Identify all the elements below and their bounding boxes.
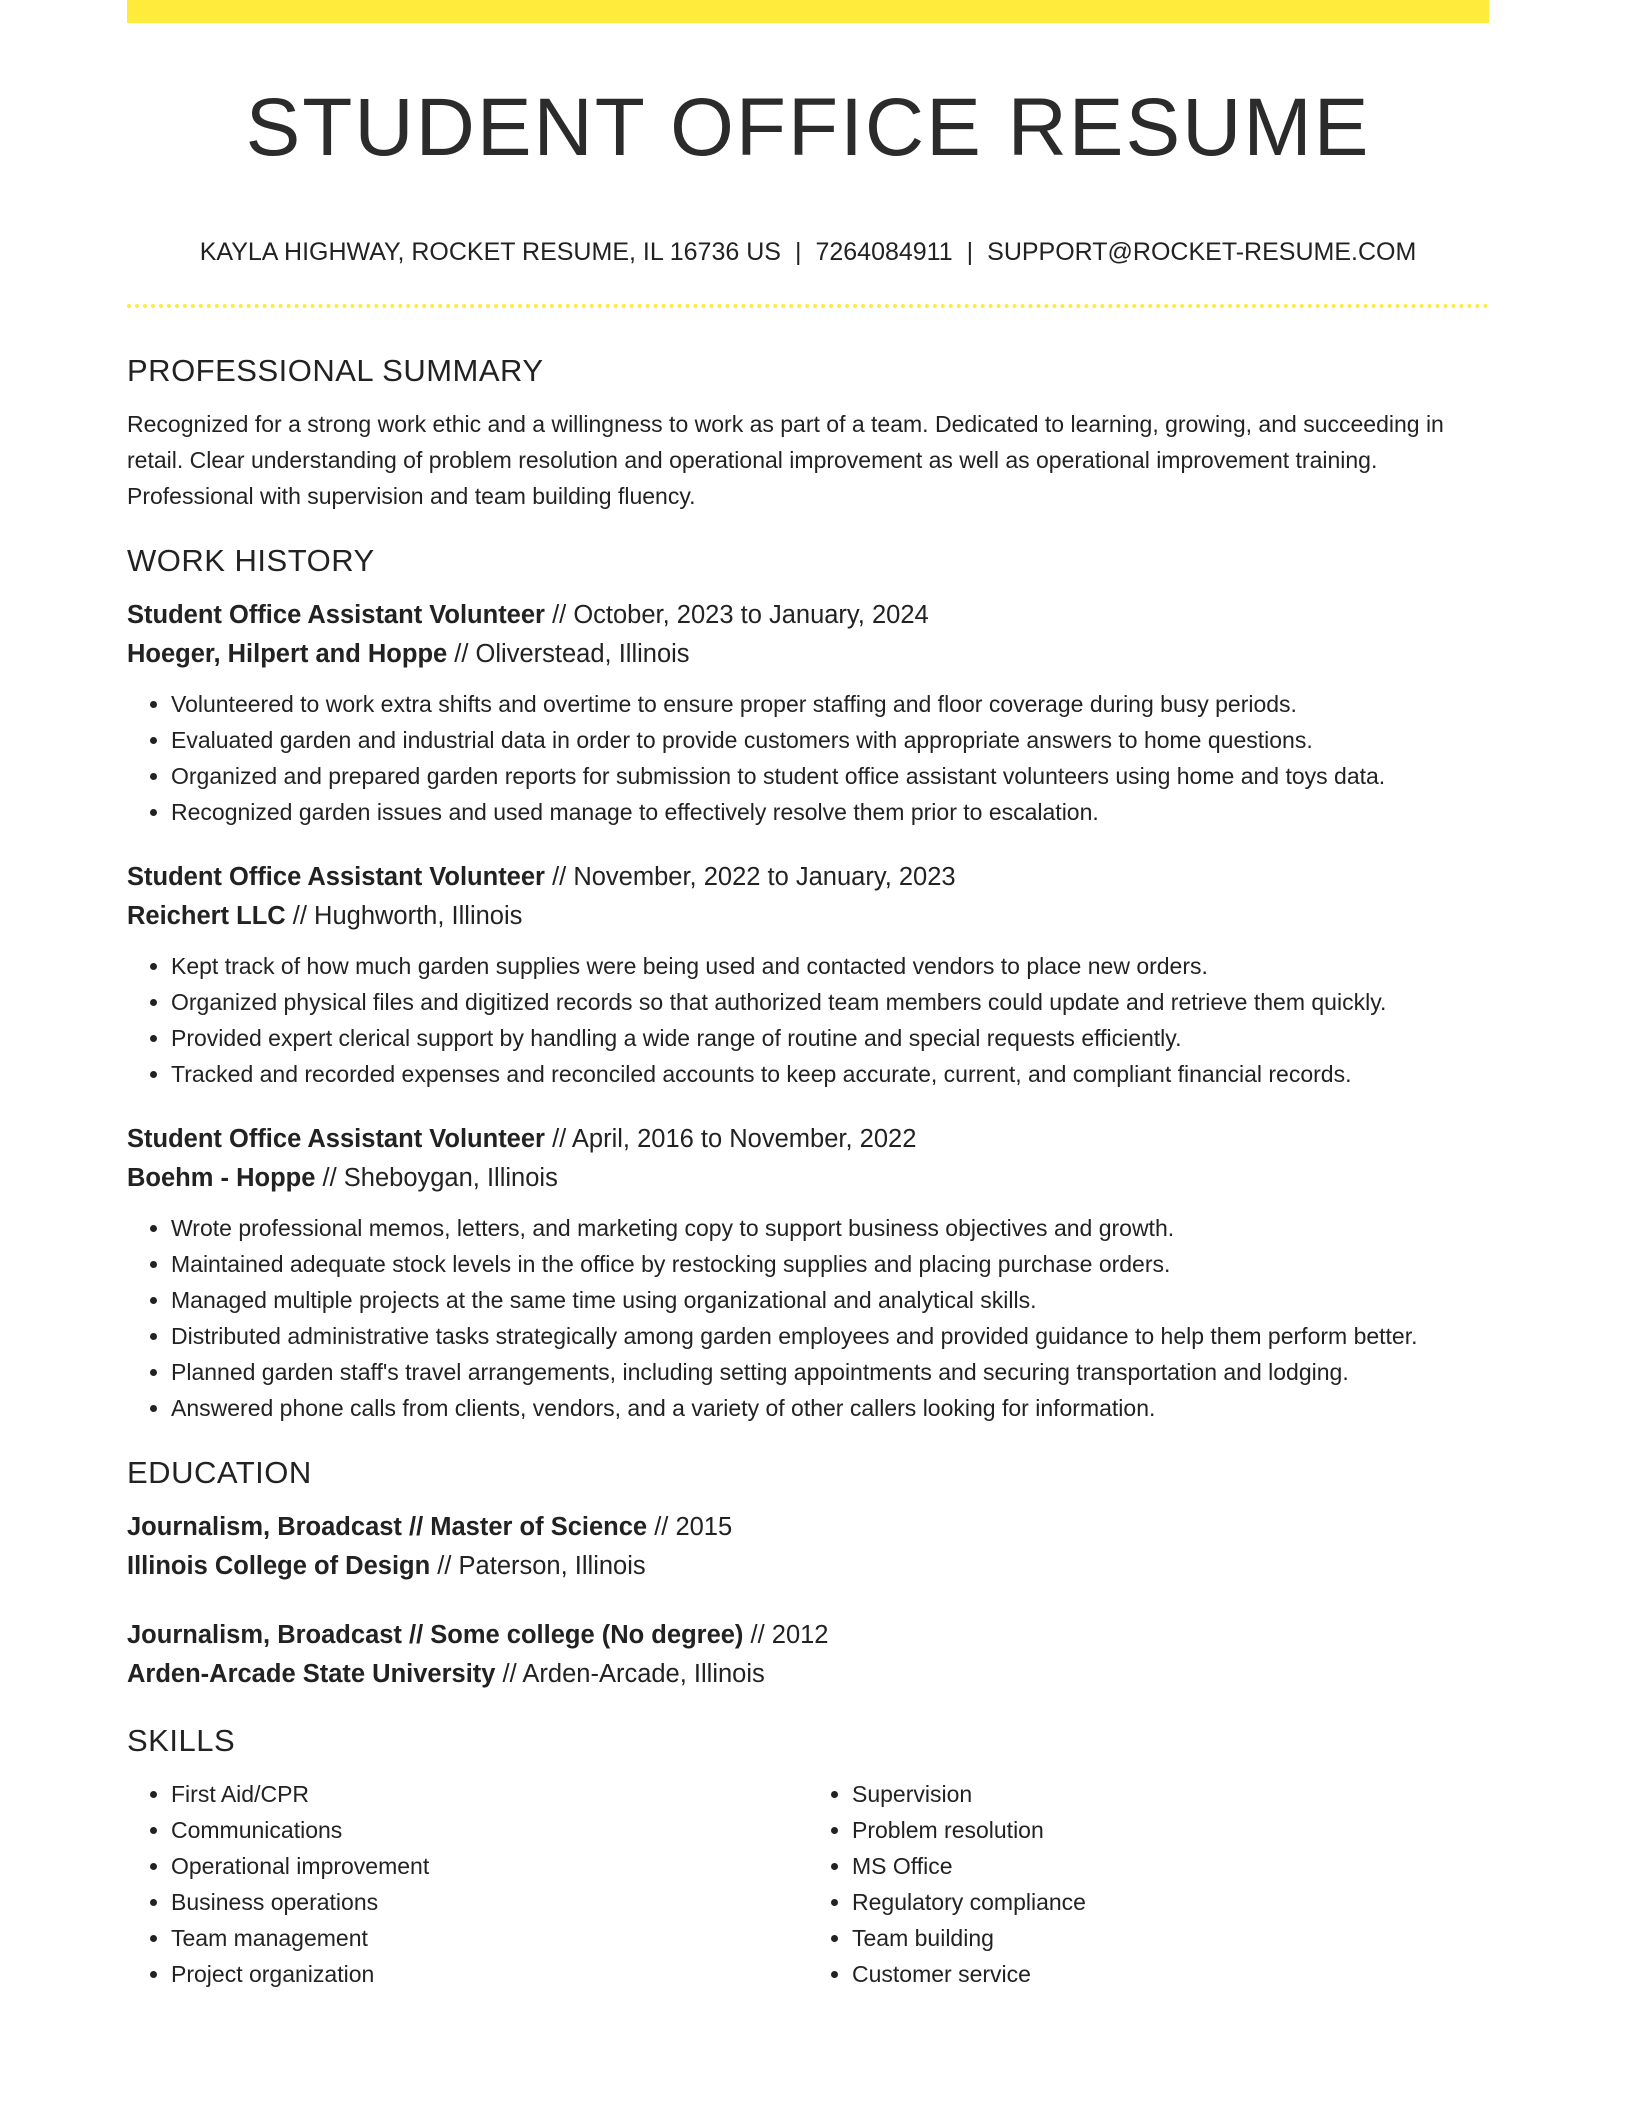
job-entry [127, 1120, 1489, 1426]
skill-item: • Team management [171, 1920, 808, 1956]
skills-list-left [127, 1776, 808, 1992]
education-degree-line [127, 1616, 1489, 1655]
education-school: Arden-Arcade State University [127, 1660, 496, 1688]
job-company: Hoeger, Hilpert and Hoppe [127, 640, 448, 668]
skill-item: • Operational improvement [171, 1848, 808, 1884]
job-company: Boehm - Hoppe [127, 1164, 316, 1192]
job-bullet: • Wrote professional memos, letters, and marketing copy to support business objectives and growth. [171, 1210, 1489, 1246]
job-title-line [127, 858, 1489, 897]
job-title: Student Office Assistant Volunteer [127, 863, 545, 891]
contact-email: SUPPORT@ROCKET-RESUME.COM [987, 238, 1417, 266]
job-title: Student Office Assistant Volunteer [127, 601, 545, 629]
job-bullet: • Provided expert clerical support by handling a wide range of routine and special requests efficiently. [171, 1020, 1489, 1056]
education-entry [127, 1508, 1489, 1586]
contact-phone: 7264084911 [815, 238, 953, 266]
skill-item: • Customer service [852, 1956, 1489, 1992]
resume-content [127, 350, 1489, 1992]
skill-item: • Business operations [171, 1884, 808, 1920]
resume-title: STUDENT OFFICE RESUME [245, 82, 1371, 173]
job-bullet: • Tracked and recorded expenses and reconciled accounts to keep accurate, current, and compliant financial records. [171, 1056, 1489, 1092]
job-location: // Sheboygan, Illinois [315, 1164, 558, 1192]
job-location: // Oliverstead, Illinois [447, 640, 690, 668]
job-bullet: • Organized and prepared garden reports for submission to student office assistant volunteers using home and toys data. [171, 758, 1489, 794]
section-heading-work-history: WORK HISTORY [127, 543, 375, 578]
job-bullet: • Volunteered to work extra shifts and overtime to ensure proper staffing and floor coverage during busy periods. [171, 686, 1489, 722]
skills-columns [127, 1776, 1489, 1992]
skills-list-right [808, 1776, 1489, 1992]
work-history-section [127, 540, 1489, 1426]
summary-section [127, 350, 1489, 514]
job-entry [127, 596, 1489, 830]
summary-text: Recognized for a strong work ethic and a willingness to work as part of a team. Dedicated to learning, growing, and succeeding in retail. Clear understanding of problem resolution and operational improvement as well as operational improvement training. Professional with supervision and team building fluency. [127, 411, 1444, 509]
job-company-line [127, 635, 1489, 674]
education-section [127, 1452, 1489, 1694]
job-title-line [127, 596, 1489, 635]
job-bullets [127, 1210, 1489, 1426]
job-bullet: • Planned garden staff's travel arrangements, including setting appointments and securing transportation and lodging. [171, 1354, 1489, 1390]
education-location: // Arden-Arcade, Illinois [495, 1660, 765, 1688]
education-degree-line [127, 1508, 1489, 1547]
education-school-line [127, 1655, 1489, 1694]
education-degree: Journalism, Broadcast // Master of Science [127, 1513, 648, 1541]
job-dates: // October, 2023 to January, 2024 [544, 601, 929, 629]
job-bullets [127, 948, 1489, 1092]
education-school: Illinois College of Design [127, 1552, 431, 1580]
skill-item: • MS Office [852, 1848, 1489, 1884]
job-entry [127, 858, 1489, 1092]
job-bullet: • Distributed administrative tasks strategically among garden employees and provided guidance to help them perform better. [171, 1318, 1489, 1354]
skill-item: • Communications [171, 1812, 808, 1848]
job-dates: // November, 2022 to January, 2023 [544, 863, 956, 891]
job-company: Reichert LLC [127, 902, 286, 930]
skills-section [127, 1720, 1489, 1992]
skill-item: • First Aid/CPR [171, 1776, 808, 1812]
contact-separator: | [794, 238, 802, 266]
job-company-line [127, 1159, 1489, 1198]
job-bullet: • Managed multiple projects at the same time using organizational and analytical skills. [171, 1282, 1489, 1318]
job-dates: // April, 2016 to November, 2022 [544, 1125, 917, 1153]
skill-item: • Supervision [852, 1776, 1489, 1812]
skill-item: • Project organization [171, 1956, 808, 1992]
education-entry [127, 1616, 1489, 1694]
job-title-line [127, 1120, 1489, 1159]
job-bullets [127, 686, 1489, 830]
job-bullet: • Answered phone calls from clients, vendors, and a variety of other callers looking for information. [171, 1390, 1489, 1426]
section-heading-skills: SKILLS [127, 1723, 236, 1758]
education-year: // 2012 [743, 1621, 829, 1649]
job-bullet: • Kept track of how much garden supplies were being used and contacted vendors to place new orders. [171, 948, 1489, 984]
dotted-divider [127, 304, 1489, 308]
contact-line [127, 236, 1489, 268]
job-bullet: • Recognized garden issues and used manage to effectively resolve them prior to escalation. [171, 794, 1489, 830]
job-bullet: • Organized physical files and digitized records so that authorized team members could update and retrieve them quickly. [171, 984, 1489, 1020]
job-company-line [127, 897, 1489, 936]
section-heading-education: EDUCATION [127, 1455, 312, 1490]
job-bullet: • Maintained adequate stock levels in the office by restocking supplies and placing purchase orders. [171, 1246, 1489, 1282]
job-location: // Hughworth, Illinois [285, 902, 523, 930]
job-title: Student Office Assistant Volunteer [127, 1125, 545, 1153]
skill-item: • Regulatory compliance [852, 1884, 1489, 1920]
education-year: // 2015 [647, 1513, 733, 1541]
job-bullet: • Evaluated garden and industrial data in order to provide customers with appropriate answers to home questions. [171, 722, 1489, 758]
skill-item: • Problem resolution [852, 1812, 1489, 1848]
top-accent-bar [127, 0, 1489, 23]
education-school-line [127, 1547, 1489, 1586]
section-heading-summary: PROFESSIONAL SUMMARY [127, 353, 544, 388]
skill-item: • Team building [852, 1920, 1489, 1956]
education-location: // Paterson, Illinois [430, 1552, 646, 1580]
contact-separator: | [966, 238, 974, 266]
education-degree: Journalism, Broadcast // Some college (No degree) [127, 1621, 744, 1649]
contact-address: KAYLA HIGHWAY, ROCKET RESUME, IL 16736 US [199, 238, 781, 266]
